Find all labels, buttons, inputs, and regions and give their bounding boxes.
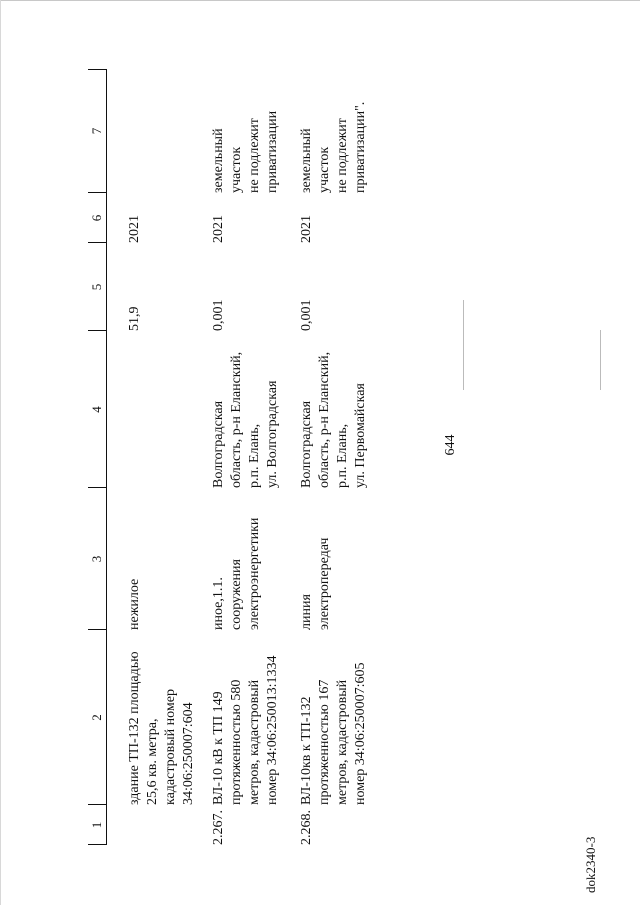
object-name: ВЛ-10 кВ к ТП 149 протяженностью 580 метров, кадастровый номер 34:06:250013:1334 xyxy=(211,655,280,805)
object-purpose: нежилое xyxy=(127,578,142,630)
column-header-2: 2 xyxy=(89,714,104,721)
column-header-4: 4 xyxy=(89,406,104,413)
object-year: 2021 xyxy=(211,215,226,243)
object-purpose: иное,1.1. сооружения электроэнергетики xyxy=(211,517,262,630)
object-value: 51,9 xyxy=(127,306,142,331)
property-table xyxy=(88,69,368,845)
object-value: 0,001 xyxy=(299,299,314,331)
column-header-5: 5 xyxy=(89,283,104,291)
scan-artifact-line xyxy=(463,300,464,390)
object-name: ВЛ-10кв к ТП-132 протяженностью 167 метров, кадастровый номер 34:06:250007:605 xyxy=(299,662,368,805)
table-header xyxy=(88,69,107,845)
column-header-6: 6 xyxy=(89,214,104,222)
object-year: 2021 xyxy=(299,215,314,243)
object-address: Волгоградская область, р-н Еланский, р.п. Елань, ул. Волгоградская xyxy=(211,351,280,488)
row-number: 2.267. xyxy=(211,810,226,845)
scan-edge-left xyxy=(0,0,1,905)
row-number: 2.268. xyxy=(299,810,314,845)
scan-artifact-line xyxy=(600,330,601,390)
object-purpose: линия электропередач xyxy=(299,537,332,630)
object-year: 2021 xyxy=(127,215,142,243)
document-code: dok2340-3 xyxy=(583,836,598,893)
object-address: Волгоградская область, р-н Еланский, р.п. Елань, ул. Первомайская xyxy=(299,351,368,488)
column-header-1: 1 xyxy=(89,821,104,829)
scan-edge-top xyxy=(0,0,640,1)
column-header-7: 7 xyxy=(89,127,104,135)
column-header-3: 3 xyxy=(89,555,104,563)
object-note: земельный участок не подлежит приватизации xyxy=(211,110,280,193)
page-number: 644 xyxy=(443,434,458,456)
object-name: здание ТП-132 площадью 25,6 кв. метра, кадастровый номер 34:06:250007:604 xyxy=(127,651,196,805)
object-value: 0,001 xyxy=(211,299,226,331)
object-note: земельный участок не подлежит приватизации". xyxy=(299,101,368,193)
